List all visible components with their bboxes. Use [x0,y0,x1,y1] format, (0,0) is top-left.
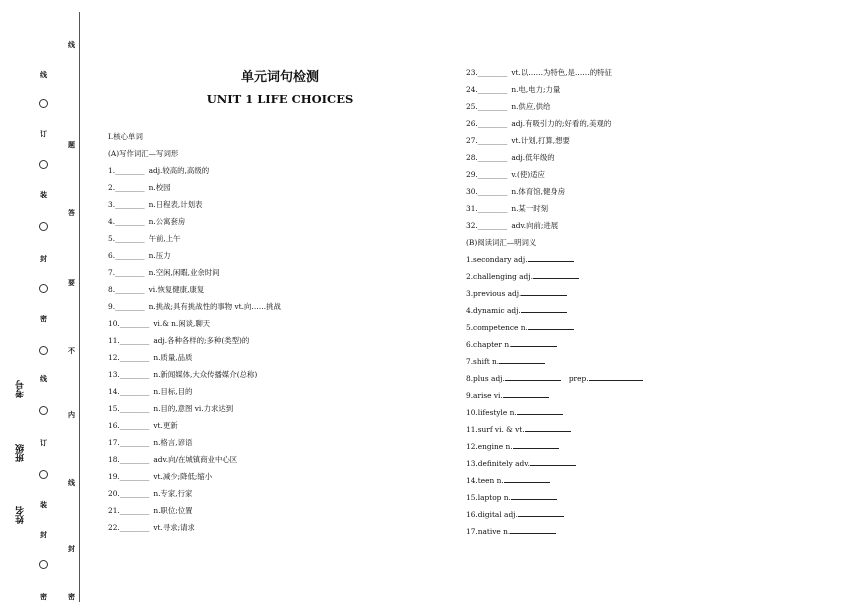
reading-item [466,285,643,302]
vocab-item [108,315,281,332]
answer-blank[interactable]: ________ [477,187,508,196]
class-label: 班级 [16,444,26,462]
margin-warning-char: 题 [68,140,75,149]
item-number: 25. [466,102,478,111]
reading-item [466,336,643,353]
margin-char: 密 [40,314,47,323]
reading-word: 15.laptop n. [466,493,511,502]
binding-hole [39,406,48,415]
vocab-item [108,196,281,213]
margin-char: 封 [40,254,47,263]
item-definition: n.某一时刻 [511,204,549,213]
answer-blank[interactable]: ________ [119,438,150,447]
reading-word: 9.arise vi. [466,391,503,400]
answer-blank[interactable]: ________ [119,404,150,413]
item-number: 27. [466,136,478,145]
vocab-item [466,115,612,132]
answer-blank[interactable]: ________ [119,472,150,481]
answer-blank[interactable]: ________ [477,102,508,111]
item-number: 13. [108,370,120,379]
item-definition: adv.向前;进展 [511,221,559,230]
item-number: 3. [108,200,116,209]
vocab-item [108,332,281,349]
page-title: 单元词句检测 [240,70,319,85]
answer-blank[interactable] [510,525,556,534]
margin-warning-char: 封 [68,544,75,553]
answer-blank[interactable] [589,372,643,381]
answer-blank[interactable] [530,457,576,466]
answer-blank[interactable] [513,440,559,449]
binding-hole [39,560,48,569]
item-definition: n.体育馆,健身房 [511,187,566,196]
reading-word: 5.competence n. [466,323,528,332]
reading-column [466,234,643,540]
item-definition: 午前,上午 [148,234,181,243]
item-definition: n.供应,供给 [511,102,551,111]
answer-blank[interactable]: ________ [115,183,145,192]
vocab-item [108,451,281,468]
answer-blank[interactable] [505,372,561,381]
answer-blank[interactable]: ________ [119,421,150,430]
item-number: 21. [108,506,120,515]
vocab-item [108,383,281,400]
answer-blank[interactable]: ________ [119,387,150,396]
answer-blank[interactable]: ________ [119,523,150,532]
item-number: 30. [466,187,478,196]
reading-word: 13.definitely adv. [466,459,530,468]
item-number: 24. [466,85,478,94]
reading-item [466,523,643,540]
answer-blank[interactable] [521,304,567,313]
margin-char: 装 [40,190,47,199]
reading-item [466,319,643,336]
reading-extra-pos: prep. [568,374,589,383]
answer-blank[interactable]: ________ [119,353,150,362]
vocab-item [108,502,281,519]
item-definition: n.压力 [148,251,171,260]
item-definition: adj.有吸引力的;好看的,美观的 [511,119,612,128]
binding-hole [39,99,48,108]
item-definition: n.目标,目的 [153,387,193,396]
item-definition: n.新闻媒体,大众传播媒介(总称) [153,370,258,379]
reading-item [466,251,643,268]
margin-warning-char: 不 [68,346,75,355]
vocab-item [108,281,281,298]
reading-item [466,370,643,387]
vocab-item [108,434,281,451]
answer-blank[interactable]: ________ [477,221,508,230]
item-number: 14. [108,387,120,396]
item-number: 31. [466,204,478,213]
item-number: 23. [466,68,478,77]
answer-blank[interactable]: ________ [477,68,508,77]
name-label: 姓名 [16,506,26,524]
answer-blank[interactable] [528,321,574,330]
item-definition: v.(使)适应 [511,170,545,179]
item-definition: n.格言,谚语 [153,438,193,447]
answer-blank[interactable]: ________ [477,119,508,128]
answer-blank[interactable]: ________ [115,285,145,294]
item-number: 2. [108,183,116,192]
margin-warning-char: 密 [68,592,75,601]
answer-blank[interactable] [511,338,557,347]
answer-blank[interactable] [503,389,549,398]
left-column [108,128,281,536]
margin-char: 订 [40,438,47,447]
margin-warning-char: 内 [68,410,75,419]
vocab-item [108,247,281,264]
vocab-item [466,217,612,234]
answer-blank[interactable]: ________ [115,166,145,175]
item-number: 32. [466,221,478,230]
item-number: 8. [108,285,116,294]
vocab-item [108,179,281,196]
binding-line [79,12,80,602]
answer-blank[interactable]: ________ [119,455,150,464]
reading-word: 10.lifestyle n. [466,408,517,417]
item-number: 1. [108,166,116,175]
vocab-item [108,349,281,366]
vocab-item [108,400,281,417]
vocab-item [108,298,281,315]
binding-hole [39,160,48,169]
vocab-item [466,64,612,81]
section-heading: Ⅰ.核心单词 [108,132,143,141]
vocab-item [466,132,612,149]
margin-warning-char: 线 [68,478,75,487]
item-number: 10. [108,319,120,328]
item-definition: vi.& n.闲谈,聊天 [153,319,211,328]
item-number: 22. [108,523,120,532]
answer-blank[interactable] [511,491,557,500]
reading-word: 3.previous adj. [466,289,522,298]
part-a-heading: (A)写作词汇—写词形 [108,149,179,158]
answer-blank[interactable]: ________ [477,170,508,179]
reading-word: 16.digital adj. [466,510,518,519]
reading-word: 12.engine n. [466,442,513,451]
item-number: 19. [108,472,120,481]
margin-char: 封 [40,530,47,539]
item-definition: n.电,电力;力量 [511,85,561,94]
vocab-item [108,485,281,502]
item-number: 9. [108,302,116,311]
answer-blank[interactable] [518,508,564,517]
item-definition: vt.减少;降低;缩小 [153,472,213,481]
answer-blank[interactable]: ________ [115,217,145,226]
answer-blank[interactable]: ________ [115,251,145,260]
answer-blank[interactable]: ________ [119,336,150,345]
reading-item [466,302,643,319]
answer-blank[interactable]: ________ [119,370,150,379]
item-definition: adj.较高的,高级的 [148,166,210,175]
vocab-item [108,519,281,536]
margin-char: 线 [40,70,47,79]
vocab-item [466,81,612,98]
answer-blank[interactable]: ________ [119,489,150,498]
vocab-item [108,213,281,230]
item-number: 11. [108,336,120,345]
reading-word: 11.surf vi. & vt. [466,425,525,434]
answer-blank[interactable]: ________ [115,268,145,277]
item-number: 5. [108,234,116,243]
answer-blank[interactable]: ________ [115,200,145,209]
item-number: 4. [108,217,116,226]
binding-hole [39,346,48,355]
vocab-item [466,200,612,217]
reading-item [466,421,643,438]
item-definition: n.职位;位置 [153,506,193,515]
reading-item [466,455,643,472]
item-definition: adj.各种各样的;多种(类型)的 [153,336,250,345]
answer-blank[interactable] [528,253,574,262]
item-number: 17. [108,438,120,447]
item-number: 18. [108,455,120,464]
exam-number-label: 考号 [16,380,26,398]
binding-hole [39,222,48,231]
item-number: 12. [108,353,120,362]
item-number: 28. [466,153,478,162]
reading-item [466,438,643,455]
reading-item [466,268,643,285]
item-definition: n.质量,品质 [153,353,193,362]
reading-word: 1.secondary adj. [466,255,528,264]
reading-word: 8.plus adj. [466,374,505,383]
vocab-item [466,98,612,115]
vocab-item [108,264,281,281]
answer-blank[interactable]: ________ [119,506,150,515]
answer-blank[interactable] [533,270,579,279]
vocab-item [466,166,612,183]
item-definition: vi.恢复健康,康复 [148,285,205,294]
reading-item [466,353,643,370]
item-number: 29. [466,170,478,179]
margin-warning-char: 要 [68,278,75,287]
reading-item [466,404,643,421]
reading-item [466,506,643,523]
reading-item [466,489,643,506]
item-definition: n.公寓套房 [148,217,186,226]
item-definition: vt.寻求;请求 [153,523,195,532]
vocab-item [108,366,281,383]
reading-word: 4.dynamic adj. [466,306,521,315]
item-definition: adv.向/在城镇商业中心区 [153,455,238,464]
item-definition: n.挑战;具有挑战性的事物 vt.向……挑战 [148,302,281,311]
right-column [466,64,612,234]
margin-char: 密 [40,592,47,601]
answer-blank[interactable]: ________ [477,204,508,213]
answer-blank[interactable] [521,287,567,296]
item-definition: n.日程表,计划表 [148,200,203,209]
margin-warning-char: 线 [68,40,75,49]
reading-word: 6.chapter n. [466,340,512,349]
item-definition: vt.以……为特色,是……的特征 [511,68,612,77]
item-definition: vt.计划,打算,想要 [511,136,570,145]
unit-subtitle: UNIT 1 LIFE CHOICES [206,92,354,106]
answer-blank[interactable]: ________ [477,136,508,145]
margin-char: 订 [40,129,47,138]
answer-blank[interactable]: ________ [119,319,150,328]
answer-blank[interactable] [525,423,571,432]
item-number: 15. [108,404,120,413]
item-number: 6. [108,251,116,260]
answer-blank[interactable]: ________ [477,85,508,94]
item-number: 20. [108,489,120,498]
item-definition: n.校园 [148,183,171,192]
margin-char: 装 [40,500,47,509]
item-definition: vt.更新 [153,421,178,430]
reading-word: 17.native n. [466,527,511,536]
item-number: 26. [466,119,478,128]
margin-warning-char: 答 [68,208,75,217]
vocab-item [108,162,281,179]
reading-word: 2.challenging adj. [466,272,533,281]
vocab-item [466,149,612,166]
vocab-item [108,230,281,247]
answer-blank[interactable]: ________ [477,153,508,162]
answer-blank[interactable] [499,355,545,364]
reading-word: 14.teen n. [466,476,504,485]
reading-item [466,387,643,404]
item-definition: n.目的,意图 vi.力求达到 [153,404,234,413]
vocab-item [108,468,281,485]
item-definition: adj.低年级的 [511,153,555,162]
reading-item [466,472,643,489]
item-definition: n.空闲,闲暇,业余时间 [148,268,220,277]
binding-hole [39,470,48,479]
item-number: 16. [108,421,120,430]
vocab-item [108,417,281,434]
reading-word: 7.shift n. [466,357,500,366]
answer-blank[interactable]: ________ [115,234,145,243]
answer-blank[interactable] [517,406,563,415]
answer-blank[interactable]: ________ [115,302,145,311]
vocab-item [466,183,612,200]
part-b-heading: (B)阅读词汇—明词义 [466,238,537,247]
binding-hole [39,284,48,293]
item-number: 7. [108,268,116,277]
answer-blank[interactable] [504,474,550,483]
margin-char: 线 [40,374,47,383]
item-definition: n.专家,行家 [153,489,193,498]
